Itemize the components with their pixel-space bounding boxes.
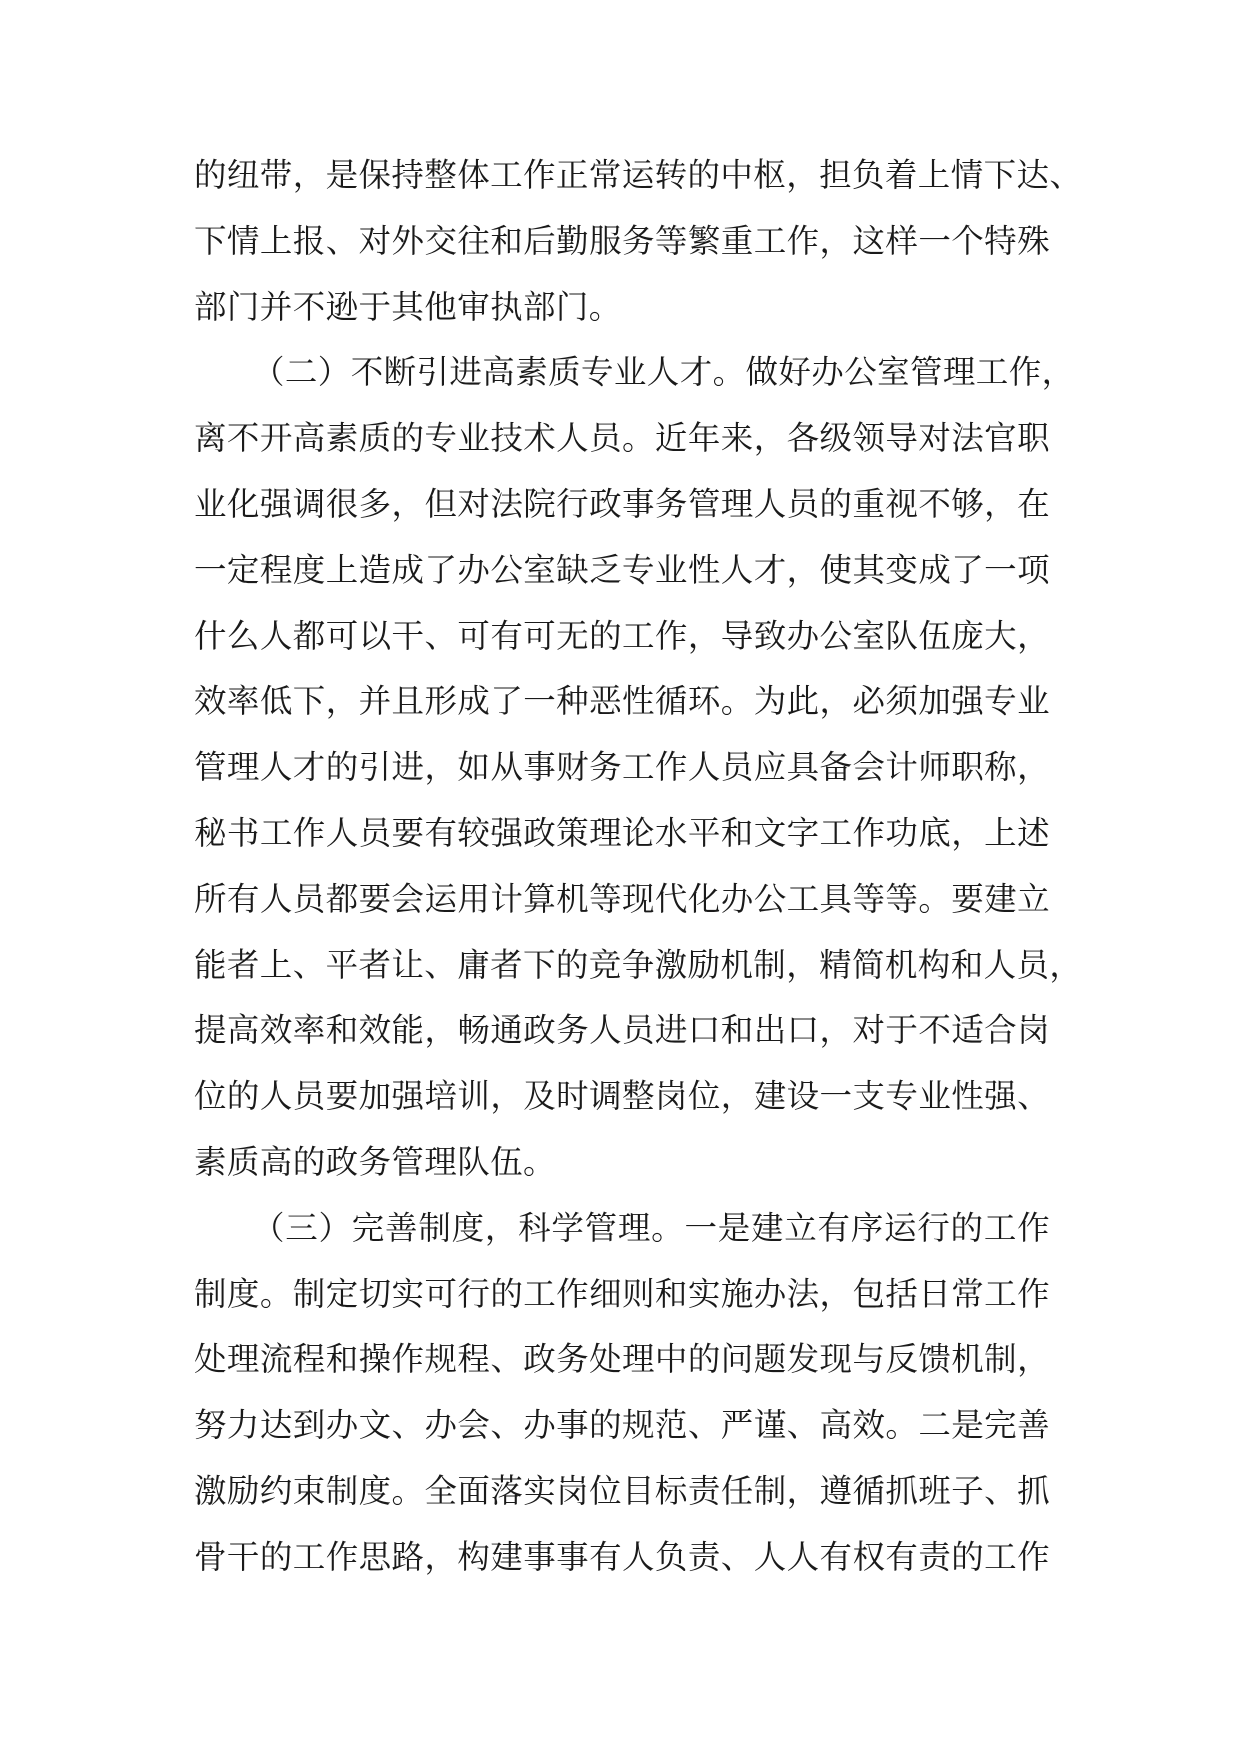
text-line: 秘书工作人员要有较强政策理论水平和文字工作功底，上述 bbox=[194, 813, 1050, 852]
text-line: 管理人才的引进，如从事财务工作人员应具备会计师职称， bbox=[194, 748, 1050, 787]
text-line: 制度。制定切实可行的工作细则和实施办法，包括日常工作 bbox=[194, 1274, 1050, 1313]
text-line: 素质高的政务管理队伍。 bbox=[194, 1142, 556, 1181]
paragraph-heading-line: （三）完善制度，科学管理。一是建立有序运行的工作 bbox=[252, 1208, 1050, 1247]
text-line: 一定程度上造成了办公室缺乏专业性人才，使其变成了一项 bbox=[194, 550, 1050, 589]
document-body bbox=[194, 155, 1083, 1603]
text-line: 业化强调很多，但对法院行政事务管理人员的重视不够，在 bbox=[194, 484, 1050, 523]
text-line: 位的人员要加强培训，及时调整岗位，建设一支专业性强、 bbox=[194, 1077, 1050, 1116]
text-line: 努力达到办文、办会、办事的规范、严谨、高效。二是完善 bbox=[194, 1406, 1050, 1445]
text-line: 所有人员都要会运用计算机等现代化办公工具等等。要建立 bbox=[194, 879, 1050, 918]
text-line: 激励约束制度。全面落实岗位目标责任制，遵循抓班子、抓 bbox=[194, 1471, 1050, 1510]
text-line: 什么人都可以干、可有可无的工作，导致办公室队伍庞大， bbox=[194, 616, 1050, 655]
text-line: 处理流程和操作规程、政务处理中的问题发现与反馈机制， bbox=[194, 1340, 1050, 1379]
paragraph-heading-line: （二）不断引进高素质专业人才。做好办公室管理工作， bbox=[252, 353, 1075, 392]
text-line: 提高效率和效能，畅通政务人员进口和出口，对于不适合岗 bbox=[194, 1011, 1050, 1050]
text-line: 效率低下，并且形成了一种恶性循环。为此，必须加强专业 bbox=[194, 682, 1050, 721]
text-line: 骨干的工作思路，构建事事有人负责、人人有权有责的工作 bbox=[194, 1537, 1050, 1576]
text-line: 的纽带，是保持整体工作正常运转的中枢，担负着上情下达、 bbox=[194, 156, 1083, 194]
text-line: 能者上、平者让、庸者下的竞争激励机制，精简机构和人员， bbox=[194, 945, 1083, 984]
text-line: 离不开高素质的专业技术人员。近年来，各级领导对法官职 bbox=[194, 419, 1050, 458]
text-line: 下情上报、对外交往和后勤服务等繁重工作，这样一个特殊 bbox=[194, 221, 1050, 260]
text-line: 部门并不逊于其他审执部门。 bbox=[194, 287, 622, 326]
